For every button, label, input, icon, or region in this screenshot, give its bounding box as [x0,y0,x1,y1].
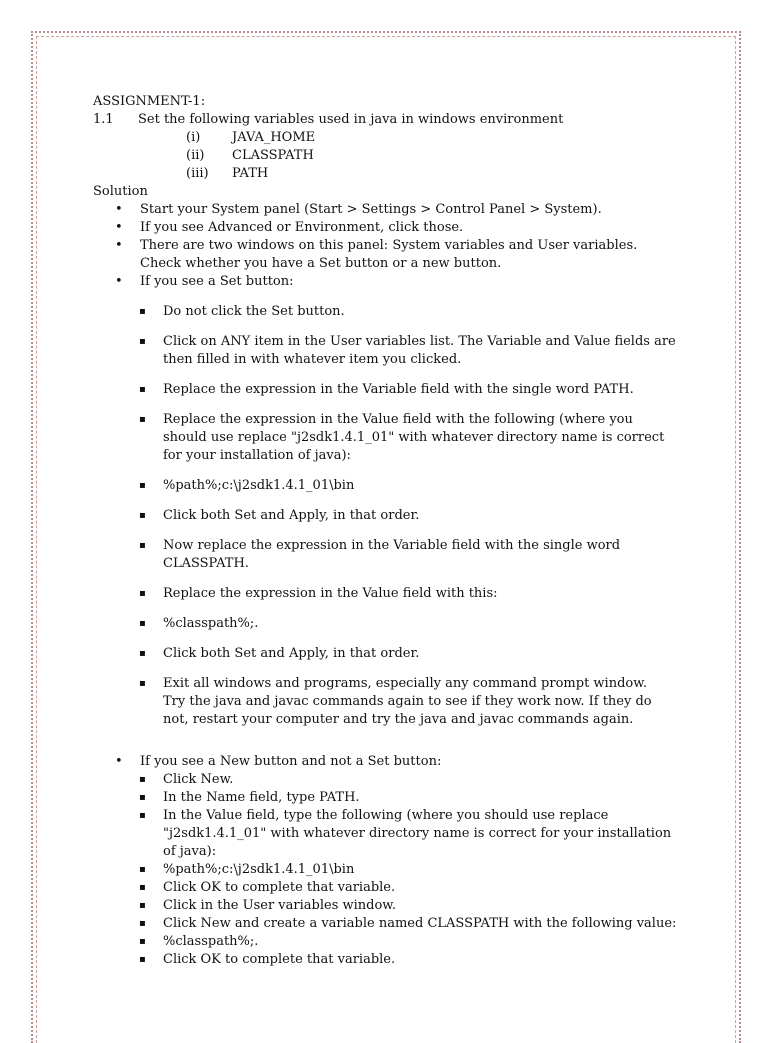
document-body [93,93,693,969]
question-text: Set the following variables used in java in windows environment [138,112,564,127]
step-item: ▪ Do not click the Set button. [93,303,693,321]
step-item: ▪ %path%;c:\j2sdk1.4.1_01\bin [93,477,693,495]
step-item: ▪ %path%;c:\j2sdk1.4.1_01\bin [93,861,693,879]
step-item: ▪ Click in the User variables window. [93,897,693,915]
variable-number: (iii) [186,166,209,181]
new-button-steps [93,771,693,969]
question-row [93,111,693,129]
variable-name: JAVA_HOME [232,130,316,145]
variable-name: PATH [232,166,269,181]
set-button-steps [93,303,693,729]
variable-item [93,129,693,147]
step-item: ▪ Click New and create a variable named CLASSPATH with the following value: [93,915,693,933]
step-item: ▪ In the Name field, type PATH. [93,789,693,807]
step-item: ▪ Exit all windows and programs, especially any command prompt window. Try the java and javac commands again to see if they work now. If they do not, restart your computer and try the java and javac commands again. [93,675,673,729]
step-item: ▪ Replace the expression in the Value field with the following (where you should use replace "j2sdk1.4.1_01" with whatever directory name is correct for your installation of java): [93,411,678,465]
variable-item [93,165,693,183]
step-item: ▪ %classpath%;. [93,933,693,951]
solution-list [93,201,693,291]
solution-heading: Solution [93,184,148,199]
variable-item [93,147,693,165]
step-item: ▪ Now replace the expression in the Variable field with the single word CLASSPATH. [93,537,663,573]
step-item: ▪ Click OK to complete that variable. [93,951,693,969]
assignment-heading: ASSIGNMENT-1: [93,94,206,109]
new-button-list [93,753,693,771]
step-item: ▪ Click on ANY item in the User variables list. The Variable and Value fields are then filled in with whatever item you clicked. [93,333,683,369]
step-item: ▪ Click both Set and Apply, in that order. [93,507,693,525]
step-item: ▪ Click OK to complete that variable. [93,879,693,897]
question-number: 1.1 [93,112,114,127]
list-item: • Start your System panel (Start > Settings > Control Panel > System). [93,201,693,219]
step-item: ▪ Click both Set and Apply, in that order. [93,645,693,663]
step-item: ▪ Click New. [93,771,693,789]
list-item: • If you see a Set button: [93,273,693,291]
variable-name: CLASSPATH [232,148,314,163]
step-item: ▪ In the Value field, type the following (where you should use replace "j2sdk1.4.1_01" with whatever directory name is correct for your installation of java): [93,807,683,861]
list-item: • If you see a New button and not a Set button: [93,753,693,771]
list-item: • If you see Advanced or Environment, click those. [93,219,693,237]
list-item: • There are two windows on this panel: System variables and User variables. Check whether you have a Set button or a new button. [93,237,650,273]
step-item: ▪ Replace the expression in the Variable field with the single word PATH. [93,381,693,399]
variable-number: (ii) [186,148,205,163]
step-item: ▪ %classpath%;. [93,615,693,633]
variable-number: (i) [186,130,201,145]
step-item: ▪ Replace the expression in the Value field with this: [93,585,693,603]
